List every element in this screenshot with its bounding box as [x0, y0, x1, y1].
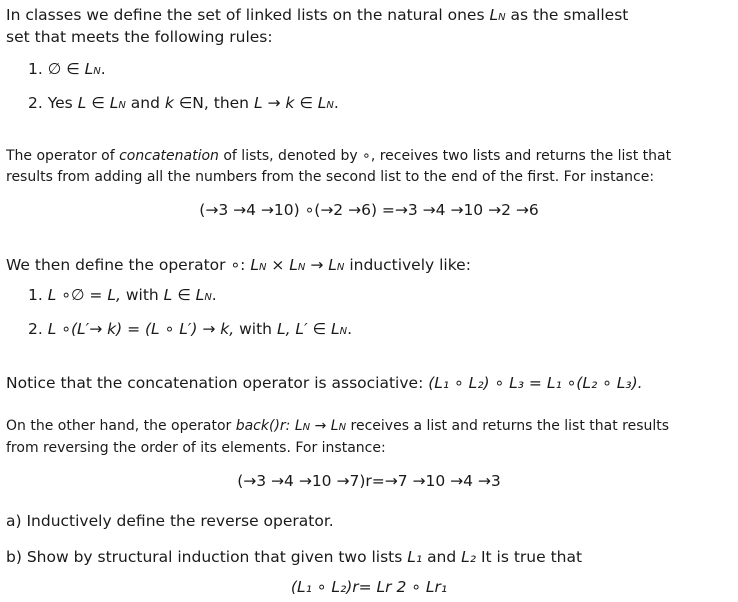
back-term: back — [235, 418, 269, 434]
inductive-intro: We then define the operator ∘: LN × LN → LN inductively like: — [6, 256, 471, 274]
rule-1: 1. ∅ ∈ LN. — [28, 60, 106, 78]
concat-example: (→3 →4 →10) ∘(→2 →6) =→3 →4 →10 →2 →6 — [199, 201, 539, 219]
reverse-example: (→3 →4 →10 →7)r=→7 →10 →4 →3 — [237, 472, 501, 490]
task-a: a) Inductively define the reverse operator. — [6, 512, 334, 530]
set-symbol: LN — [489, 6, 506, 24]
concatenation-term: concatenation — [119, 148, 219, 164]
task-b-formula: (L₁ ∘ L₂)r= Lr 2 ∘ Lr₁ — [290, 578, 448, 596]
assoc-note: Notice that the concatenation operator is associative: (L₁ ∘ L₂) ∘ L₃ = L₁ ∘(L₂ ∘ L₃). — [6, 374, 643, 392]
intro-line-2: set that meets the following rules: — [6, 28, 273, 46]
concat-line-2: results from adding all the numbers from the second list to the end of the first. For instance: — [6, 169, 655, 185]
def-2: 2. L ∘(L′→ k) = (L ∘ L′) → k, with L, L′ ∈ LN. — [28, 320, 353, 338]
def-1: 1. L ∘∅ = L, with L ∈ LN. — [28, 286, 217, 304]
task-b: b) Show by structural induction that given two lists L₁ and L₂ It is true that — [6, 548, 583, 566]
concat-line-1: The operator of concatenation of lists, denoted by ∘, receives two lists and returns the list that — [6, 148, 672, 164]
reverse-line-1: On the other hand, the operator back()r: LN → LN receives a list and returns the list that results — [6, 418, 670, 434]
rule-2: 2. Yes L ∈ LN and k ∈N, then L → k ∈ LN. — [28, 94, 339, 112]
intro-line-1: In classes we define the set of linked lists on the natural ones LN as the smallest — [6, 6, 629, 24]
reverse-line-2: from reversing the order of its elements. For instance: — [6, 440, 386, 456]
